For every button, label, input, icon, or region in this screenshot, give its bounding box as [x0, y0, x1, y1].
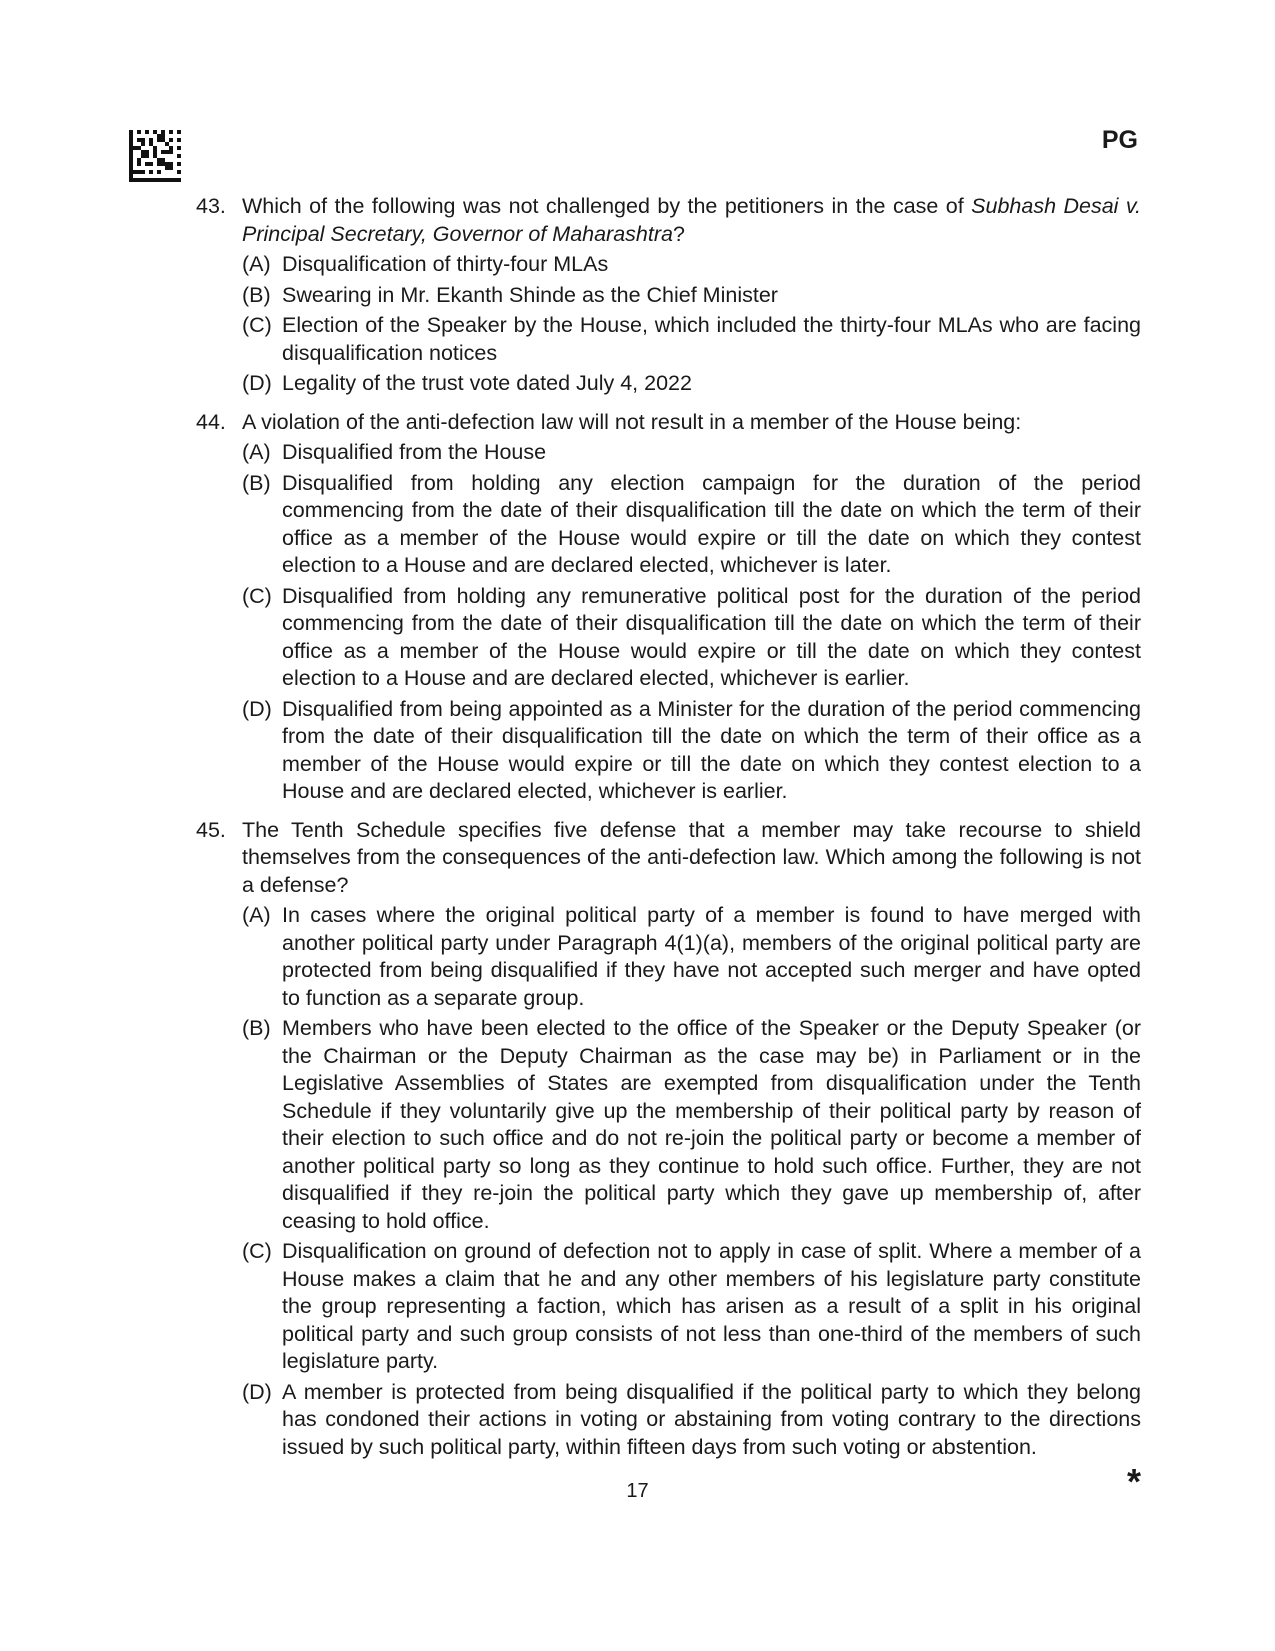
question-number: 43.	[196, 194, 226, 218]
option-list	[242, 251, 1141, 398]
option-label: (B)	[242, 282, 271, 307]
option-label: (A)	[242, 252, 271, 276]
option-text: Disqualified from holding any election campaign for the duration of the period commencing from the date of their disqualification till the date on which the term of their office as a member of the House would expire or till the date on which they contest election to a House and are declared elected, whichever is later.	[282, 470, 1141, 577]
question-43	[196, 193, 1141, 398]
page-number: 17	[626, 1480, 649, 1502]
option-b	[242, 282, 1141, 310]
option-text: Swearing in Mr. Ekanth Shinde as the Chief Minister	[282, 282, 778, 307]
option-b	[242, 470, 1141, 580]
option-label: (A)	[242, 440, 271, 464]
option-c	[242, 583, 1141, 693]
question-text: The Tenth Schedule specifies five defense that a member may take recourse to shield themselves from the consequences of the anti-defection law. Which among the following is not a defense?	[242, 817, 1141, 897]
option-a	[242, 439, 1141, 467]
option-text: A member is protected from being disqualified if the political party to which they belong has condoned their actions in voting or abstaining from voting contrary to the directions issued by such political party, within fifteen days from such voting or abstention.	[282, 1379, 1141, 1459]
option-text: Disqualified from the House	[282, 440, 547, 464]
option-label: (B)	[242, 470, 271, 495]
option-d	[242, 1379, 1141, 1462]
option-label: (C)	[242, 583, 272, 608]
option-text: Legality of the trust vote dated July 4, 2022	[282, 371, 692, 395]
option-b	[242, 1015, 1141, 1235]
option-d	[242, 696, 1141, 806]
option-label: (D)	[242, 696, 272, 721]
option-text: Members who have been elected to the office of the Speaker or the Deputy Speaker (or the Chairman or the Deputy Chairman as the case may be) in Parliament or in the Legislative Assemblies of States are exempted from disqualification under the Tenth Schedule if they voluntarily give up the membership of their political party by reason of their election to such office and do not re-join the political party or become a member of another political party so long as they continue to hold such office. Further, they are not disqualified if they re-join the political party which they gave up membership of, after ceasing to hold office.	[282, 1016, 1141, 1233]
qr-code-icon	[129, 130, 181, 182]
question-text: A violation of the anti-defection law will not result in a member of the House being:	[242, 409, 1022, 434]
question-text: Which of the following was not challenged by the petitioners in the case of Subhash Desai v. Principal Secretary, Governor of Maharashtra?	[242, 194, 1141, 246]
question-number: 44.	[196, 409, 226, 434]
option-text: Election of the Speaker by the House, which included the thirty-four MLAs who are facing disqualification notices	[282, 313, 1141, 365]
option-list	[242, 439, 1141, 806]
option-list	[242, 902, 1141, 1461]
option-label: (C)	[242, 1239, 272, 1263]
option-label: (C)	[242, 313, 272, 337]
option-text: Disqualification on ground of defection not to apply in case of split. Where a member of a House makes a claim that he and any other members of his legislature party constitute the group representing a faction, which has arisen as a result of a split in his original political party and such group consists of not less than one-third of the members of such legislature party.	[282, 1239, 1141, 1373]
option-c	[242, 1238, 1141, 1376]
option-label: (D)	[242, 1379, 272, 1404]
question-45	[196, 817, 1141, 1462]
option-text: Disqualified from being appointed as a Minister for the duration of the period commencing from the date of their disqualification till the date on which the term of their office as a member of the House would expire or till the date on which they contest election to a House and are declared elected, whichever is earlier.	[282, 696, 1141, 803]
question-44	[196, 409, 1141, 806]
option-text: In cases where the original political party of a member is found to have merged with another political party under Paragraph 4(1)(a), members of the original political party are protected from being disqualified if they have not accepted such merger and have opted to function as a separate group.	[282, 903, 1141, 1010]
option-d	[242, 370, 1141, 398]
option-label: (D)	[242, 371, 272, 395]
option-a	[242, 902, 1141, 1012]
star-mark: *	[1126, 1461, 1141, 1502]
option-a	[242, 251, 1141, 279]
option-label: (B)	[242, 1016, 271, 1040]
question-number: 45.	[196, 817, 226, 842]
option-c	[242, 312, 1141, 367]
set-code: PG	[1101, 126, 1138, 154]
option-text: Disqualified from holding any remunerative political post for the duration of the period commencing from the date of their disqualification till the date on which the term of their office as a member of the House would expire or till the date on which they contest election to a House and are declared elected, whichever is earlier.	[282, 583, 1141, 690]
option-text: Disqualification of thirty-four MLAs	[282, 252, 609, 276]
option-label: (A)	[242, 903, 271, 927]
case-name: Subhash Desai v. Principal Secretary, Governor of Maharashtra	[242, 194, 1141, 246]
question-list	[196, 193, 1141, 1472]
